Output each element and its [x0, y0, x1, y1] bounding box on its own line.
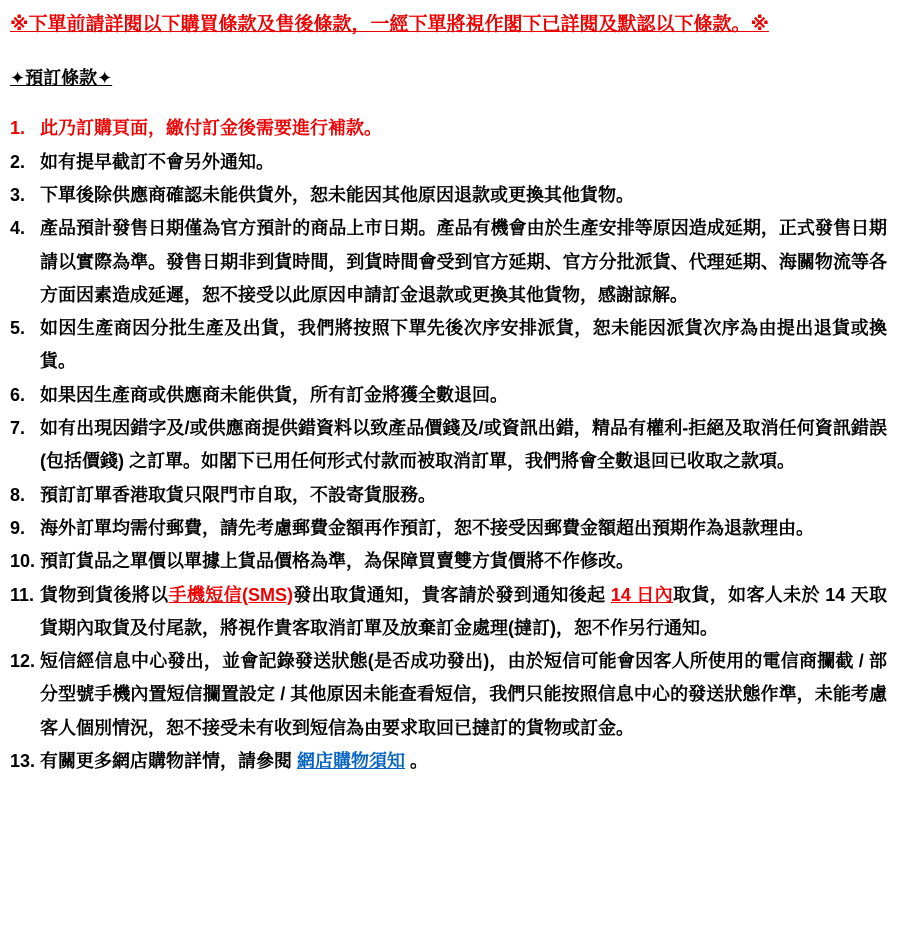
- item-number: 3.: [10, 184, 26, 205]
- item-text: 如有提早截訂不會另外通知。: [40, 151, 274, 172]
- list-item: [10, 579, 887, 646]
- item-text: [40, 579, 887, 646]
- terms-page: [10, 10, 887, 778]
- list-item: [10, 512, 887, 545]
- item-text: 預訂貨品之單價以單據上貨品價格為準，為保障買賣雙方貨價將不作修改。: [40, 551, 634, 572]
- list-item: [10, 212, 887, 312]
- list-item: [10, 745, 887, 778]
- deadline-highlight: 14 日內: [610, 584, 673, 605]
- list-item: [10, 479, 887, 512]
- list-item: [10, 645, 887, 745]
- item-text-segment: 有關更多網店購物詳情，請參閱: [40, 751, 297, 772]
- item-number: 13.: [10, 751, 36, 772]
- item-text-segment: 貨物到貨後將以: [40, 584, 169, 605]
- item-text: 如果因生產商或供應商未能供貨，所有訂金將獲全數退回。: [40, 384, 508, 405]
- list-item: [10, 379, 887, 412]
- item-number: 6.: [10, 384, 26, 405]
- item-text: 此乃訂購頁面，繳付訂金後需要進行補款。: [40, 118, 382, 139]
- section-title-preorder-terms: ✦預訂條款✦: [10, 68, 113, 89]
- item-text: 短信經信息中心發出，並會記錄發送狀態(是否成功發出)，由於短信可能會因客人所使用的電信商攔截 / 部分型號手機內置短信攔置設定 / 其他原因未能查看短信，我們只能按照信息中心的發送狀態作準，未能考慮客人個別情況，恕不接受未有收到短信為由要求取回已撻訂的貨物或訂金。: [40, 651, 887, 738]
- item-number: 9.: [10, 517, 26, 538]
- sms-highlight: 手機短信(SMS): [168, 584, 293, 605]
- list-item: [10, 312, 887, 379]
- item-number: 8.: [10, 484, 26, 505]
- item-number: 4.: [10, 218, 26, 239]
- list-item: [10, 412, 887, 479]
- item-text-segment: 取貨，如客人未於 14 天取貨期內取貨及付尾款，將視作貴客取消訂單及放棄訂金處理(撻訂)，恕不作另行通知。: [40, 584, 888, 638]
- item-text: 如因生產商因分批生產及出貨，我們將按照下單先後次序安排派貨，恕未能因派貨次序為由提出退貨或換貨。: [40, 318, 887, 372]
- list-item: [10, 179, 887, 212]
- item-text-segment: 。: [405, 751, 429, 772]
- item-text: 海外訂單均需付郵費，請先考慮郵費金額再作預訂，恕不接受因郵費金額超出預期作為退款理由。: [40, 517, 814, 538]
- item-number: 7.: [10, 418, 26, 439]
- item-number: 12.: [10, 651, 36, 672]
- terms-list: [10, 112, 887, 778]
- item-text: 產品預計發售日期僅為官方預計的商品上市日期。產品有機會由於生產安排等原因造成延期，正式發售日期請以實際為準。發售日期非到貨時間，到貨時間會受到官方延期、官方分批派貨、代理延期、海關物流等各方面因素造成延遲，恕不接受以此原因申請訂金退款或更換其他貨物，感謝諒解。: [40, 218, 887, 305]
- shop-guide-link[interactable]: 網店購物須知: [297, 751, 405, 772]
- item-number: 11.: [10, 584, 35, 605]
- item-number: 10.: [10, 551, 36, 572]
- item-number: 2.: [10, 151, 26, 172]
- item-text: 如有出現因錯字及/或供應商提供錯資料以致產品價錢及/或資訊出錯，精品有權利-拒絕及取消任何資訊錯誤(包括價錢) 之訂單。如閣下已用任何形式付款而被取消訂單，我們將會全數退回已收取之款項。: [40, 418, 887, 472]
- item-text-segment: 發出取貨通知，貴客請於發到通知後起: [293, 584, 611, 605]
- list-item: [10, 146, 887, 179]
- item-number: 5.: [10, 318, 26, 339]
- item-text: 預訂訂單香港取貨只限門市自取，不設寄貨服務。: [40, 484, 436, 505]
- item-text: 下單後除供應商確認未能供貨外，恕未能因其他原因退款或更換其他貨物。: [40, 184, 634, 205]
- pre-order-warning-banner: ※下單前請詳閱以下購買條款及售後條款，一經下單將視作閣下已詳閱及默認以下條款。※: [10, 14, 769, 35]
- item-text: [40, 745, 887, 778]
- item-number: 1.: [10, 118, 26, 139]
- list-item: [10, 112, 887, 145]
- list-item: [10, 545, 887, 578]
